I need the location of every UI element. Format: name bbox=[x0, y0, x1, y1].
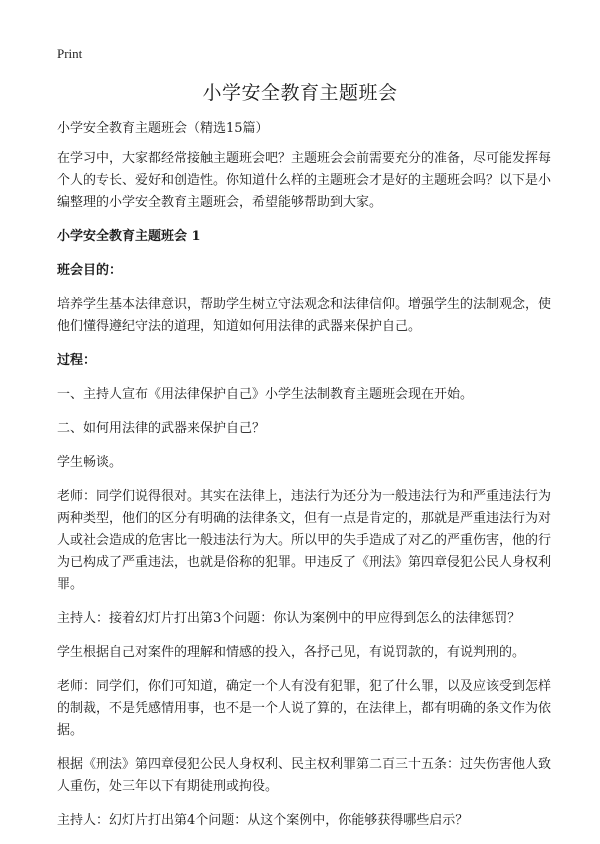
purpose-heading: 班会目的： bbox=[57, 263, 123, 278]
purpose-paragraph: 培养学生基本法律意识，帮助学生树立守法观念和法律信仰。增强学生的法制观念，使他们懂得遵纪守法的道理，知道如何用法律的武器来保护自己。 bbox=[57, 297, 552, 334]
article-body bbox=[57, 118, 554, 844]
page-title: 小学安全教育主题班会 bbox=[202, 82, 398, 104]
article-subtitle: 小学安全教育主题班会（精选15篇） bbox=[57, 121, 269, 136]
paragraph: 一、主持人宣布《用法律保护自己》小学生法制教育主题班会现在开始。 bbox=[57, 387, 474, 402]
paragraph: 根据《刑法》第四章侵犯公民人身权利、民主权利罪第二百三十五条：过失伤害他人致人重伤，处三年以下有期徒刑或拘役。 bbox=[57, 757, 552, 794]
paragraph: 学生畅谈。 bbox=[57, 455, 123, 470]
paragraph: 老师：同学们，你们可知道，确定一个人有没有犯罪，犯了什么罪，以及应该受到怎样的制裁，不是凭感情用事，也不是一个人说了算的，在法律上，都有明确的条文作为依据。 bbox=[57, 679, 552, 738]
paragraph: 二、如何用法律的武器来保护自己？ bbox=[57, 421, 266, 436]
paragraph: 主持人：幻灯片打出第4个问题：从这个案例中，你能够获得哪些启示？ bbox=[57, 813, 469, 828]
print-link[interactable]: Print bbox=[57, 46, 83, 61]
intro-paragraph: 在学习中，大家都经常接触主题班会吧？主题班会会前需要充分的准备，尽可能发挥每个人的专长、爱好和创造性。你知道什么样的主题班会才是好的主题班会吗？以下是小编整理的小学安全教育主题班会，希望能够帮助到大家。 bbox=[57, 151, 552, 210]
paragraph: 主持人：接着幻灯片打出第3个问题：你认为案例中的甲应得到怎么的法律惩罚？ bbox=[57, 611, 521, 626]
process-heading: 过程： bbox=[57, 353, 97, 368]
section-heading: 小学安全教育主题班会 1 bbox=[57, 229, 201, 244]
paragraph: 老师：同学们说得很对。其实在法律上，违法行为还分为一般违法行为和严重违法行为两种类型，他们的区分有明确的法律条文，但有一点是肯定的，那就是严重违法行为对人或社会造成的危害比一般违法行为大。所以甲的失手造成了对乙的严重伤害，他的行为已构成了严重违法，也就是俗称的犯罪。甲违反了《刑法》第四章侵犯公民人身权利罪。 bbox=[57, 489, 552, 592]
paragraph: 学生根据自己对案件的理解和情感的投入，各抒己见，有说罚款的，有说判刑的。 bbox=[57, 645, 526, 660]
